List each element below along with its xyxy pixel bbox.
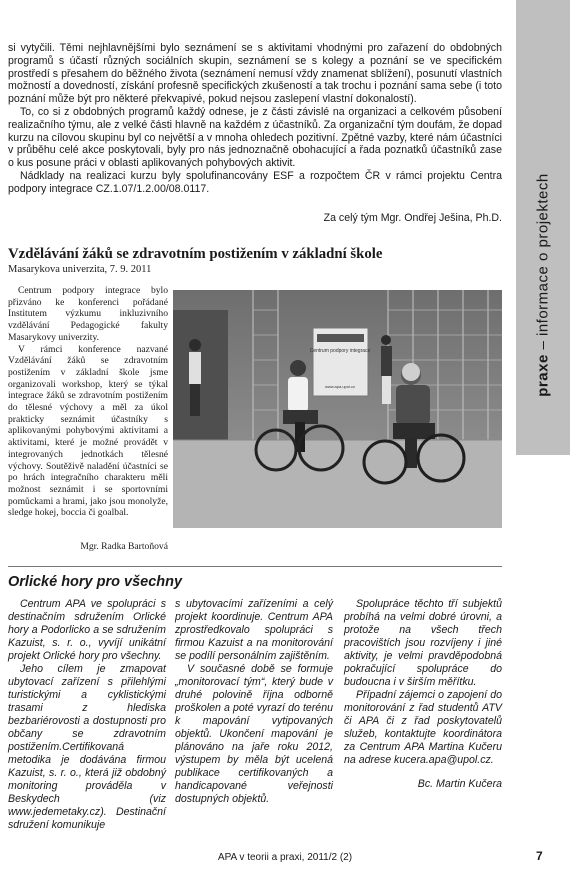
article3-col2-paragraph-2: V současné době se formuje „monitorovací tým“, který bude v druhé polovině října odborně proškolen a poté vyrazí do terénu k mapování vytipovaných objektů. Ukončení mapování je plánováno na jaře roku 2012, výstupem by měla být ucelená publikace certifikovaných a handicapované veřejnosti dostupných objektů. xyxy=(175,663,333,805)
banner-url: www.apa.upol.cz xyxy=(324,384,356,389)
article2-paragraph-2: V rámci konference nazvané Vzdělávání žáků se zdravotním postižením v základní škole jsme organizovali workshop, který se týkal integrace žáků se zdravotním postižením do tělesné výchovy a měl za úkol prakticky seznámit účastníky s aplikovanými pohybovými aktivitami a aktivitami, které je možné provádět v integrovaných jednotkách tělesné výchovy. Soutěživě naladění účastníci se po hrách integračního charakteru měli možnost seznámit i se sportovními pomůckami a hrami, jako jsou monolyže, sledge hokej, boccia či goalbal. xyxy=(8,343,168,519)
article-title-orlicke-hory: Orlické hory pro všechny xyxy=(8,574,183,590)
article2-body xyxy=(8,285,168,519)
article-title-vzdelavani: Vzdělávání žáků se zdravotním postižením v základní škole xyxy=(8,246,383,262)
section-divider xyxy=(8,566,502,567)
article3-column-3 xyxy=(344,598,502,791)
top-article-signature: Za celý tým Mgr. Ondřej Ješina, Ph.D. xyxy=(323,212,502,224)
photo-illustration xyxy=(173,290,502,528)
page-footer: APA v teorii a praxi, 2011/2 (2) xyxy=(217,852,353,863)
top-article-text xyxy=(8,42,502,196)
article3-column-2 xyxy=(175,598,333,806)
article3-signature: Bc. Martin Kučera xyxy=(417,778,502,790)
article3-col3-paragraph-1: Spolupráce těchto tří subjektů probíhá na velmi dobré úrovni, a protože na všech třech pracovištích jsou rozvíjeny i jiné aktivity, je velmi pravděpodobná pokračující spolupráce do budoucna i v širším měřítku. xyxy=(344,598,502,688)
top-paragraph-3: Nádklady na realizaci kurzu byly spolufinancovány ESF a rozpočtem ČR v rámci projektu Centra podpory integrace CZ.1.07/1.2.00/08.0117. xyxy=(8,169,502,195)
sidebar-label-rest: – informace o projektech xyxy=(534,173,552,355)
top-paragraph-2: To, co si z obdobných programů každý odnese, je z části závislé na organizaci a celkovém působení realizačního týmu, ale z velké části hlavně na každém z účastníků. Za organizační tým doufám, že dopad kurzu na cílovou skupinu byl co největší a v mnoha ohledech pozitivní. Zpětné vazby, které nám účastníci v průběhu celé akce poskytovali, byly pro nás jednoznačně obohacující a řada poznatků účastníků zase o kus posune práci v oblasti aplikovaných pohybových aktivit. xyxy=(8,105,502,170)
page-number: 7 xyxy=(536,849,543,863)
wheelchair-sports-photo xyxy=(173,290,502,528)
article2-paragraph-1: Centrum podpory integrace bylo přizváno ke konferenci pořádané Institutem výzkumu inkluzivního vzdělávání Pedagogické fakulty Masarykovy univerzity. xyxy=(8,285,168,343)
sidebar-label-bold: praxe xyxy=(534,354,552,397)
article3-column-1 xyxy=(8,598,166,832)
article-subtitle: Masarykova univerzita, 7. 9. 2011 xyxy=(8,264,152,275)
section-sidebar-tab xyxy=(516,0,570,455)
article3-col3-paragraph-2: Případní zájemci o zapojení do monitorování z řad studentů ATV či APA či z řad poskytovatelů služeb, kontaktujte koordinátora za Centrum APA Martina Kučeru na adrese kucera.apa@upol.cz. xyxy=(344,689,502,766)
article3-col1-paragraph-2: Jeho cílem je zmapovat ubytovací zařízení s přilehlými turistickými a cyklistickými trasami z hlediska bezbariérovosti a dostupnosti pro občany se zdravotním postižením.Certifikovaná metodika je dodávána firmou Kazuist, s. r. o., která již obdobný monitoring prováděla v Beskydech (viz www.jedemetaky.cz). Destinační sdružení komunikuje xyxy=(8,663,166,831)
article2-signature: Mgr. Radka Bartoňová xyxy=(80,541,168,552)
article3-col1-paragraph-1: Centrum APA ve spolupráci s destinačním sdružením Orlické hory a Podorlicko a se sdružením Kazuist, s. r. o., vyvíjí unikátní projekt Orlické hory pro všechny. xyxy=(8,598,166,662)
banner-text: Centrum podpory integrace xyxy=(309,348,371,354)
top-paragraph-1: si vytyčili. Těmi nejhlavnějšími bylo seznámení se s aktivitami vhodnými pro zařazení do obdobných programů s účastí různých sociálních skupin, seznámení se s kolegy a poznání se ve specifickém prostředí s přesahem do běžného života (seznámení nemusí vždy znamenat sblížení), posunutí vlastních možností a dovedností, získání profesně specifických zkušeností a tak trochu i poznání sama sebe (i toto poznání může být pro některé překvapivé, pokud nejsou zaslepení vlastní dokonalostí). xyxy=(8,42,502,106)
article3-col2-paragraph-1: s ubytovacími zařízeními a celý projekt koordinuje. Centrum APA zprostředkovalo spolupráci s firmou Kazuist a na monitorování se podílí personálním zajištěním. xyxy=(175,598,333,662)
sidebar-label xyxy=(535,173,552,396)
